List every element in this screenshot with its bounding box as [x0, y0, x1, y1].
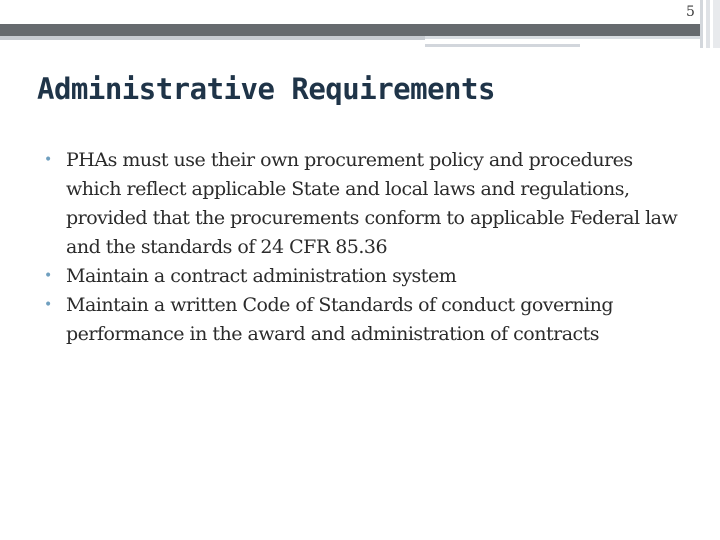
- bullet-text: Maintain a written Code of Standards of conduct governing performance in the award and administration of contracts: [66, 294, 614, 345]
- bullet-item: [40, 262, 690, 291]
- corner-stripe: [713, 0, 720, 48]
- corner-stripe: [700, 0, 703, 48]
- header-accent-bar-right: [425, 36, 700, 39]
- bullet-list: [40, 146, 690, 349]
- bullet-icon: •: [44, 152, 52, 168]
- header-bar: [0, 24, 700, 36]
- slide-number: 5: [686, 4, 695, 20]
- bullet-text: Maintain a contract administration system: [66, 265, 457, 287]
- header-accent-bar-mid: [425, 44, 580, 47]
- bullet-icon: •: [44, 268, 52, 284]
- bullet-text: PHAs must use their own procurement policy and procedures which reflect applicable State and local laws and regulations, provided that the procurements conform to applicable Federal law and the standards of 24 CFR 85.36: [66, 149, 678, 258]
- slide-title: Administrative Requirements: [37, 72, 495, 106]
- corner-stripe: [706, 0, 710, 48]
- header-accent-bar: [0, 36, 425, 40]
- bullet-item: [40, 146, 690, 262]
- bullet-item: [40, 291, 690, 349]
- bullet-icon: •: [44, 297, 52, 313]
